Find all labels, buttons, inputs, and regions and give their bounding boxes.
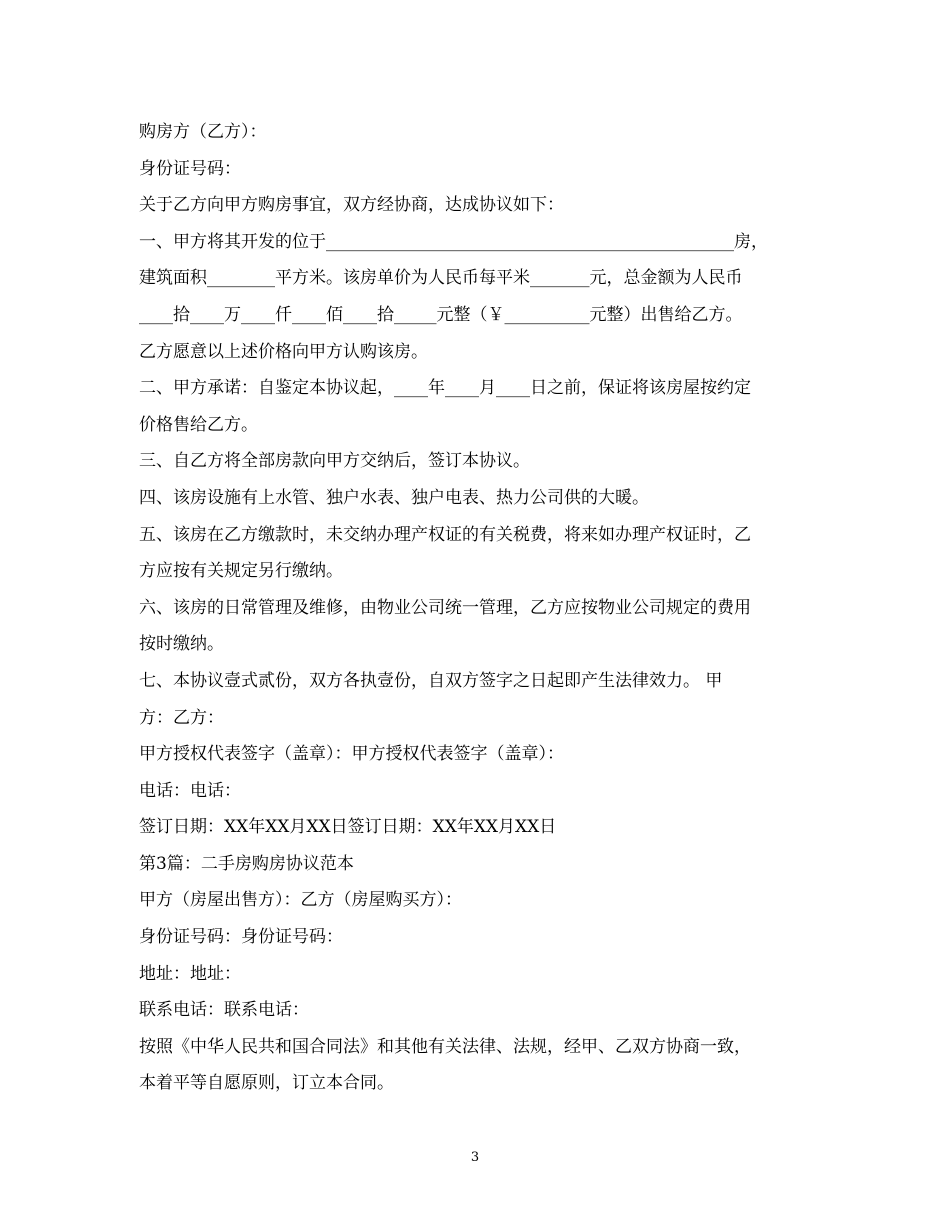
page-number: 3 bbox=[470, 1150, 480, 1165]
text-line: 关于乙方向甲方购房事宜，双方经协商，达成协议如下： bbox=[139, 195, 564, 216]
text-line: 建筑面积________平方米。该房单价为人民币每平米_______元，总金额为人民币 bbox=[139, 268, 743, 289]
text-line: 方：乙方： bbox=[139, 707, 224, 728]
text-line: 价格售给乙方。 bbox=[139, 414, 258, 435]
text-line: 身份证号码： bbox=[139, 158, 241, 179]
text-line: ____拾____万____仟____佰____拾_____元整（￥__________元整）出售给乙方。 bbox=[139, 304, 743, 325]
text-line: 电话：电话： bbox=[139, 780, 241, 801]
text-line: 身份证号码：身份证号码： bbox=[139, 927, 343, 948]
text-line: 五、该房在乙方缴款时，未交纳办理产权证的有关税费，将来如办理产权证时，乙 bbox=[139, 524, 751, 545]
text-line: 甲方（房屋出售方）：乙方（房屋购买方）： bbox=[139, 890, 462, 911]
text-line: 地址：地址： bbox=[139, 963, 241, 984]
text-line: 三、自乙方将全部房款向甲方交纳后，签订本协议。 bbox=[139, 451, 530, 472]
text-line: 七、本协议壹式贰份，双方各执壹份，自双方签字之日起即产生法律效力。 甲 bbox=[139, 670, 723, 691]
section-heading: 第3篇：二手房购房协议范本 bbox=[139, 853, 354, 874]
text-line: 按照《中华人民共和国合同法》和其他有关法律、法规，经甲、乙双方协商一致， bbox=[139, 1036, 751, 1057]
text-line: 六、该房的日常管理及维修，由物业公司统一管理，乙方应按物业公司规定的费用 bbox=[139, 597, 751, 618]
text-line: 四、该房设施有上水管、独户水表、独户电表、热力公司供的大暖。 bbox=[139, 487, 649, 508]
text-line: 签订日期：XX年XX月XX日签订日期：XX年XX月XX日 bbox=[139, 817, 557, 838]
text-line: 甲方授权代表签字（盖章）：甲方授权代表签字（盖章）： bbox=[139, 744, 564, 765]
document-body bbox=[139, 114, 814, 1102]
text-line: 乙方愿意以上述价格向甲方认购该房。 bbox=[139, 341, 428, 362]
text-line: 方应按有关规定另行缴纳。 bbox=[139, 561, 343, 582]
text-line: 按时缴纳。 bbox=[139, 634, 224, 655]
text-line: 购房方（乙方）： bbox=[139, 122, 267, 142]
text-line: 联系电话：联系电话： bbox=[139, 1000, 309, 1021]
text-line: 二、甲方承诺：自鉴定本协议起，____年____月____日之前，保证将该房屋按约定 bbox=[139, 378, 751, 399]
text-line: 本着平等自愿原则，订立本合同。 bbox=[139, 1073, 394, 1094]
text-line: 一、甲方将其开发的位于________________________________________________房， bbox=[139, 231, 768, 252]
